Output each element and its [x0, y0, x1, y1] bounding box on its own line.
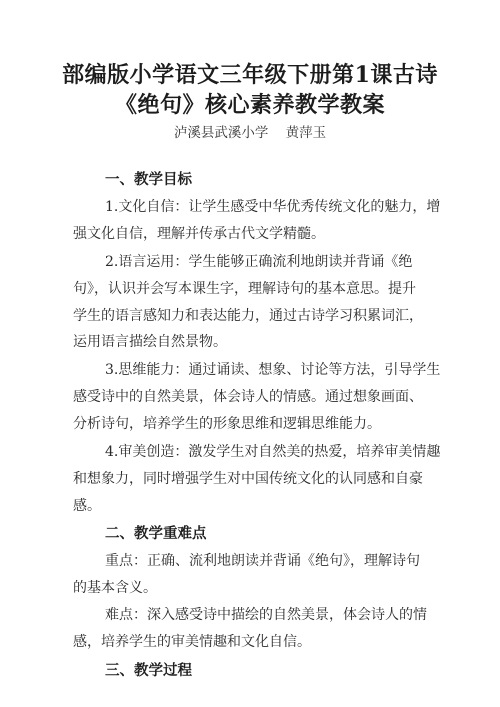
paragraph-language-use-line-2: 句》，认识并会写本课生字，理解诗句的基本意思。提升	[73, 281, 416, 297]
paragraph-thinking-line-3: 分析诗句，培养学生的形象思维和逻辑思维能力。	[73, 416, 381, 432]
paragraph-culture-confidence-line-2: 强文化自信，理解并传承古代文学精髓。	[73, 226, 325, 242]
paragraph-culture-confidence-line-1: 1.文化自信：让学生感受中华优秀传统文化的魅力，增	[105, 199, 441, 215]
paragraph-thinking-line-2: 感受诗中的自然美景，体会诗人的情感。通过想象画面、	[73, 389, 423, 405]
paragraph-language-use-line-4: 运用语言描绘自然景物。	[73, 334, 227, 350]
section-heading-teaching-process: 三、教学过程	[105, 663, 192, 679]
paragraph-aesthetic-line-2: 和想象力，同时增强学生对中国传统文化的认同感和自豪	[73, 471, 423, 487]
paragraph-difficult-point-line-2: 感，培养学生的审美情趣和文化自信。	[73, 634, 311, 650]
document-title-line-2: 《绝句》核心素养教学教案	[114, 92, 385, 118]
paragraph-key-point-line-1: 重点：正确、流利地朗读并背诵《绝句》，理解诗句	[105, 553, 420, 569]
document-title-line-1: 部编版小学语文三年级下册第1课古诗	[62, 62, 438, 88]
paragraph-thinking-line-1: 3.思维能力：通过诵读、想象、讨论等方法，引导学生	[105, 362, 441, 378]
section-heading-key-difficult-points: 二、教学重难点	[105, 526, 207, 542]
paragraph-language-use-line-1: 2.语言运用：学生能够正确流利地朗读并背诵《绝	[105, 254, 413, 270]
paragraph-key-point-line-2: 的基本含义。	[73, 580, 157, 596]
paragraph-language-use-line-3: 学生的语言感知力和表达能力，通过古诗学习积累词汇，	[73, 308, 423, 324]
section-heading-teaching-goals: 一、教学目标	[105, 172, 192, 188]
author-line: 泸溪县武溪小学 黄萍玉	[173, 125, 327, 141]
paragraph-aesthetic-line-3: 感。	[73, 498, 101, 514]
paragraph-difficult-point-line-1: 难点：深入感受诗中描绘的自然美景，体会诗人的情	[105, 607, 427, 623]
paragraph-aesthetic-line-1: 4.审美创造：激发学生对自然美的热爱，培养审美情趣	[105, 444, 441, 460]
